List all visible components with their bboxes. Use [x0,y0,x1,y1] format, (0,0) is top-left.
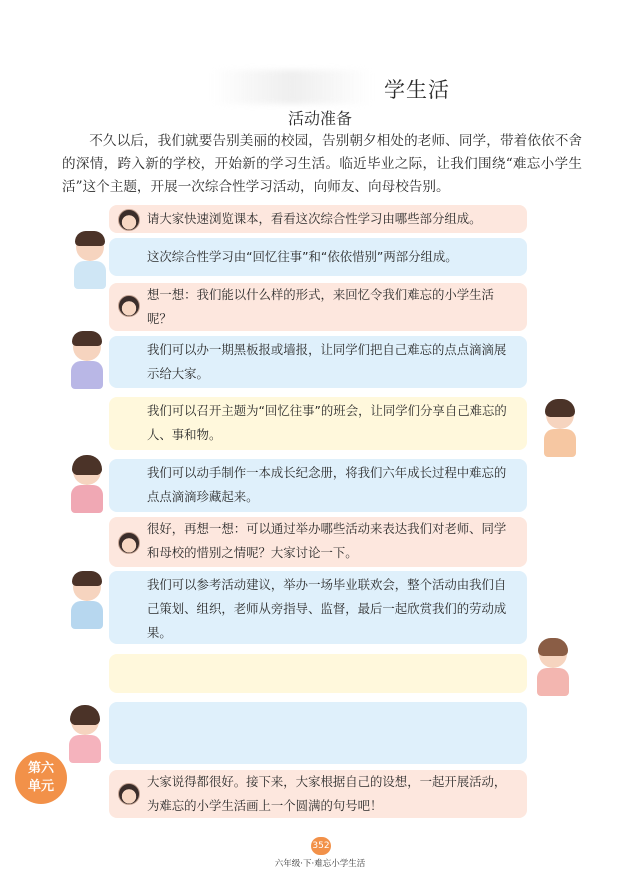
student-bubble [109,336,527,388]
bubble-text: 想一想：我们能以什么样的形式，来回忆令我们难忘的小学生活呢？ [147,287,494,326]
teacher-bubble [109,770,527,818]
boy-illustration [67,233,113,291]
bubble-text: 我们可以办一期黑板报或墙报，让同学们把自己难忘的点点滴滴展示给大家。 [147,342,507,381]
faded-title-graphic [212,70,372,104]
bubble-text: 我们可以召开主题为“回忆往事”的班会，让同学们分享自己难忘的人、事和物。 [147,403,507,442]
teacher-bubble [109,283,527,331]
girl-illustration [64,457,110,515]
teacher-avatar [118,532,140,554]
teacher-avatar [118,295,140,317]
bubble-text: 大家说得都很好。接下来，大家根据自己的设想，一起开展活动，为难忘的小学生活画上一个圆满的句号吧！ [147,774,507,813]
student-bubble [109,459,527,512]
unit-badge-line2: 单元 [27,779,54,794]
bubble-text: 我们可以动手制作一本成长纪念册，将我们六年成长过程中难忘的点点滴滴珍藏起来。 [147,465,507,504]
page-number: 352 [311,837,331,855]
student-bubble-empty [109,654,527,693]
boy-illustration [64,573,110,631]
bubble-text: 请大家快速浏览课本，看看这次综合性学习由哪些部分组成。 [147,211,482,226]
boy-illustration [64,333,110,391]
student-bubble-empty [109,702,527,764]
girl-illustration [62,707,108,765]
girl-illustration [530,640,576,698]
student-bubble [109,397,527,450]
teacher-bubble [109,205,527,233]
unit-badge-line1: 第六 [27,761,54,776]
section-subtitle: 活动准备 [287,109,352,128]
page-footer: 六年级·下·难忘小学生活 [274,859,366,869]
bubble-text: 这次综合性学习由“回忆往事”和“依依惜别”两部分组成。 [147,249,458,264]
bubble-text: 很好，再想一想：可以通过举办哪些活动来表达我们对老师、同学和母校的惜别之情呢？大家讨论一下。 [147,521,507,560]
student-bubble [109,238,527,276]
teacher-avatar [118,783,140,805]
bubble-text: 我们可以参考活动建议，举办一场毕业联欢会，整个活动由我们自己策划、组织，老师从旁指导、监督，最后一起欣赏我们的劳动成果。 [147,577,507,640]
page-title: 学生活 [384,78,450,102]
unit-badge [15,752,67,804]
student-bubble [109,571,527,644]
intro-paragraph: 不久以后，我们就要告别美丽的校园，告别朝夕相处的老师、同学，带着依依不舍的深情，跨入新的学校，开始新的学习生活。临近毕业之际，让我们围绕“难忘小学生活”这个主题，开展一次综合性学习活动，向师友、向母校告别。 [62,133,582,195]
teacher-avatar [118,209,140,231]
girl-illustration [537,401,583,459]
teacher-bubble [109,517,527,567]
